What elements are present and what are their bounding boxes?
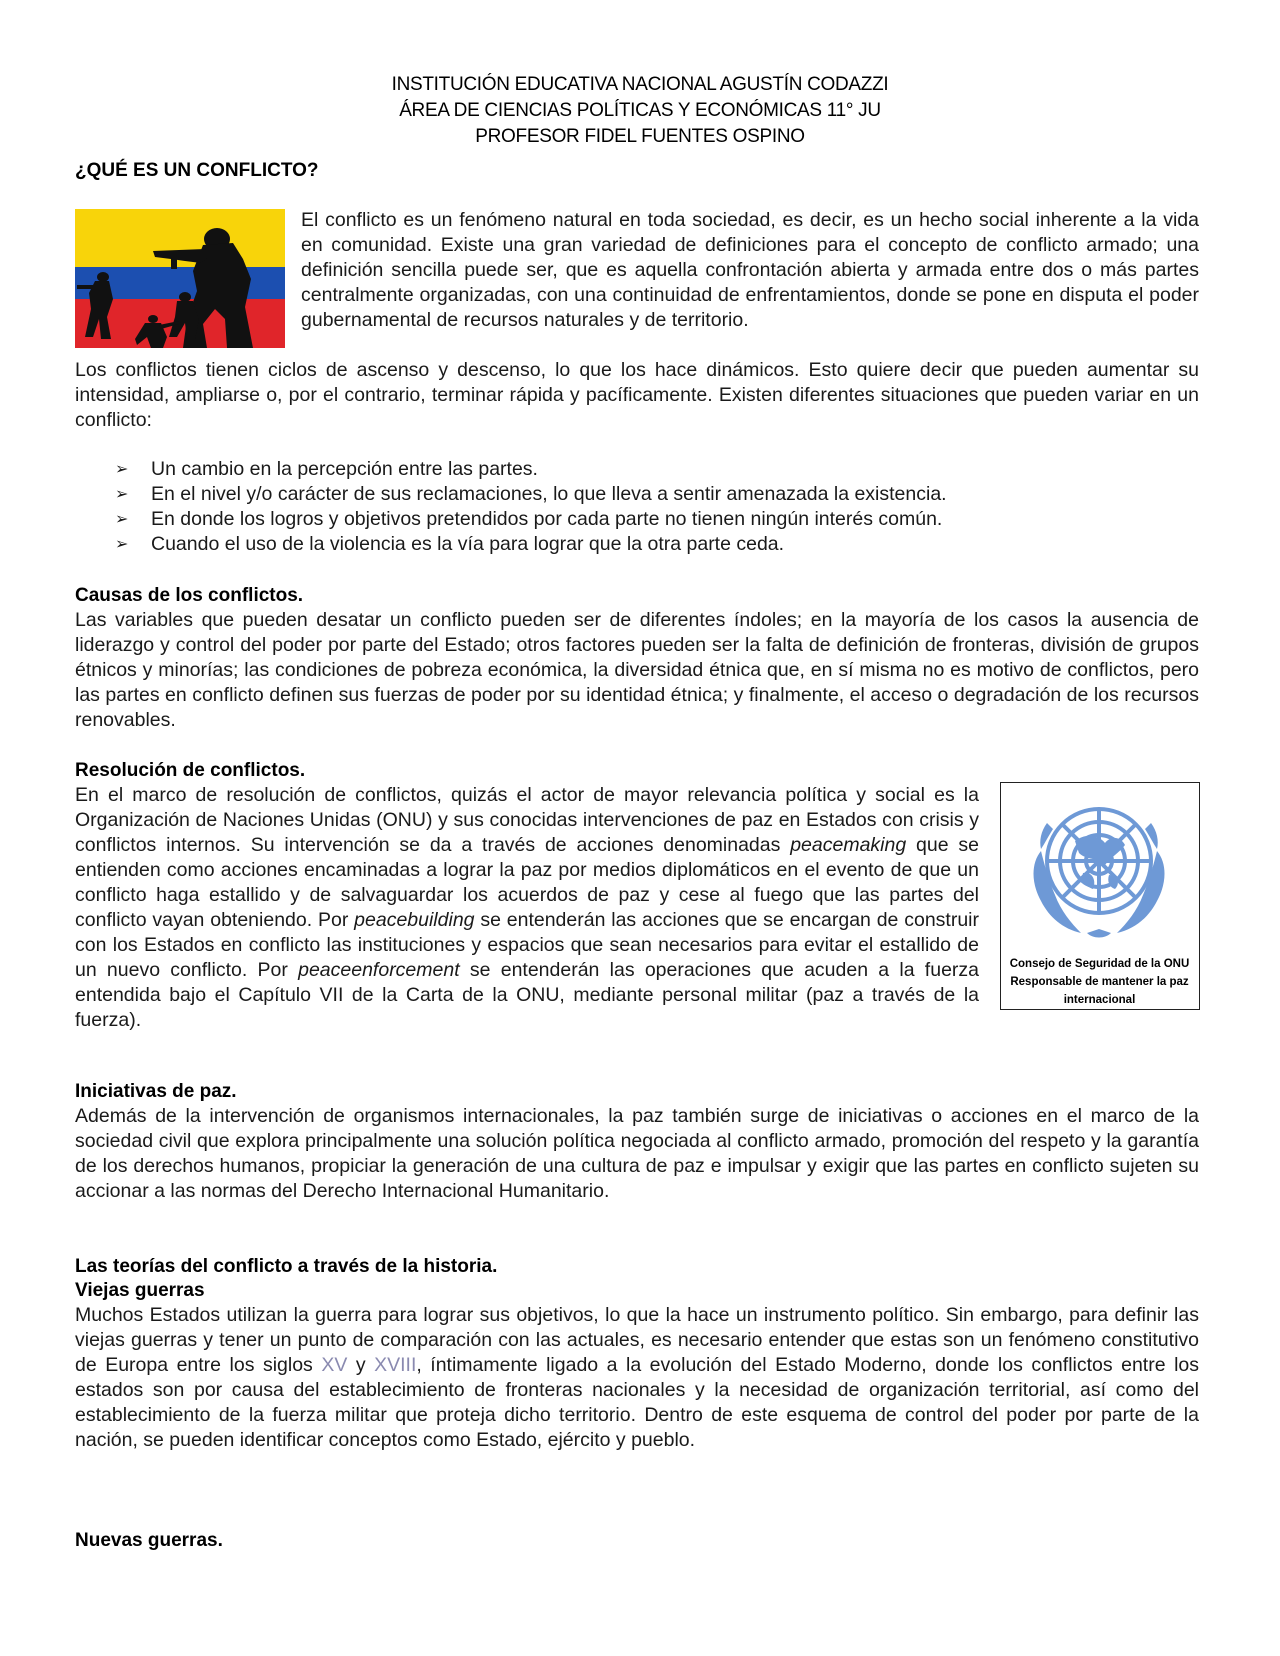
arrow-bullet-icon: ➢ (115, 461, 129, 478)
un-emblem-icon (1001, 783, 1198, 953)
term-peacemaking: peacemaking (790, 834, 907, 856)
list-item: ➢ Un cambio en la percepción entre las partes. (115, 458, 538, 480)
flag-soldiers-illustration (75, 209, 285, 348)
arrow-bullet-icon: ➢ (115, 486, 129, 503)
document-header (0, 72, 1280, 150)
section-title-nuevas-guerras: Nuevas guerras. (75, 1530, 223, 1551)
un-emblem-figure (1000, 782, 1200, 1010)
century-xv: XV (321, 1354, 348, 1376)
viejas-guerras-paragraph: Muchos Estados utilizan la guerra para lograr sus objetivos, lo que la hace un instrumento político. Sin embargo, para definir las viejas guerras y tener un punto de comparación con las actuales, es necesario entender que estas son un fenómeno constitutivo de Europa entre los siglos XV y XVIII, íntimamente ligado a la evolución del Estado Moderno, donde los conflictos entre los estados son por causa del establecimiento de fronteras nacionales y la necesidad de organización territorial, así como del establecimiento de la fuerza militar que proteja dicho territorio. Dentro de este esquema de control del poder por parte de la nación, se pueden identificar conceptos como Estado, ejército y pueblo. (75, 1304, 1199, 1451)
term-peaceenforcement: peaceenforcement (298, 959, 460, 981)
header-school-name: INSTITUCIÓN EDUCATIVA NACIONAL AGUSTÍN CODAZZI (391, 74, 889, 95)
colombia-flag-soldiers-image (75, 209, 285, 348)
section-title-iniciativas: Iniciativas de paz. (75, 1081, 237, 1102)
header-teacher: PROFESOR FIDEL FUENTES OSPINO (475, 126, 805, 147)
iniciativas-paragraph: Además de la intervención de organismos internacionales, la paz también surge de iniciativas o acciones en el marco de la sociedad civil que explora principalmente una solución política negociada al conflicto armado, promoción del respeto y la garantía de los derechos humanos, propiciar la generación de una cultura de paz e impulsar y exigir que las partes en conflicto sujeten su accionar a las normas del Derecho Internacional Humanitario. (75, 1105, 1199, 1202)
list-item: ➢ En el nivel y/o carácter de sus reclamaciones, lo que lleva a sentir amenazada la existencia. (115, 483, 947, 505)
term-peacebuilding: peacebuilding (354, 909, 475, 931)
section-title-teorias: Las teorías del conflicto a través de la historia. (75, 1256, 498, 1277)
situations-list (75, 457, 1199, 557)
arrow-bullet-icon: ➢ (115, 511, 129, 528)
list-item: ➢ Cuando el uso de la violencia es la vía para lograr que la otra parte ceda. (115, 533, 785, 555)
un-emblem-caption: Consejo de Seguridad de la ONU Responsable de mantener la paz internacional (1009, 958, 1190, 1006)
section-title-resolucion: Resolución de conflictos. (75, 760, 306, 781)
header-area: ÁREA DE CIENCIAS POLÍTICAS Y ECONÓMICAS 11° JU (399, 100, 881, 121)
resolucion-paragraph: En el marco de resolución de conflictos, quizás el actor de mayor relevancia política y social es la Organización de Naciones Unidas (ONU) y sus conocidas intervenciones de paz en Estados con crisis y conflictos internos. Su intervención se da a través de acciones denominadas peacemaking que se entienden como acciones encaminadas a lograr la paz por medios diplomáticos en el evento de que un conflicto haga estallido y de salvaguardar los acuerdos de paz y cese al fuego que las partes del conflicto vayan obteniendo. Por peacebuilding se entenderán las acciones que se encargan de construir con los Estados en conflicto las instituciones y espacios que sean necesarios para evitar el estallido de un nuevo conflicto. Por peaceenforcement se entenderán las operaciones que acuden a la fuerza entendida bajo el Capítulo VII de la Carta de la ONU, mediante personal militar (paz a través de la fuerza). (75, 784, 980, 1031)
intro-paragraph: El conflicto es un fenómeno natural en toda sociedad, es decir, es un hecho social inherente a la vida en comunidad. Existe una gran variedad de definiciones para el concepto de conflicto armado; una definición sencilla puede ser, que es aquella confrontación abierta y armada entre dos o más partes centralmente organizadas, con una continuidad de enfrentamientos, donde se pone en disputa el poder gubernamental de recursos naturales y de territorio. (301, 209, 1199, 331)
arrow-bullet-icon: ➢ (115, 536, 129, 553)
section-title-causas: Causas de los conflictos. (75, 585, 304, 606)
cycles-paragraph: Los conflictos tienen ciclos de ascenso y descenso, lo que los hace dinámicos. Esto quiere decir que pueden aumentar su intensidad, ampliarse o, por el contrario, terminar rápida y pacíficamente. Existen diferentes situaciones que pueden variar en un conflicto: (75, 359, 1199, 431)
century-xviii: XVIII (374, 1354, 417, 1376)
section-title-que-es: ¿QUÉ ES UN CONFLICTO? (75, 160, 319, 181)
subsection-title-viejas-guerras: Viejas guerras (75, 1280, 205, 1301)
causas-paragraph: Las variables que pueden desatar un conflicto pueden ser de diferentes índoles; en la mayoría de los casos la ausencia de liderazgo y control del poder por parte del Estado; otros factores pueden ser la falta de definición de fronteras, división de grupos étnicos y minorías; las condiciones de pobreza económica, la diversidad étnica que, en sí misma no es motivo de conflictos, pero las partes en conflicto definen sus fuerzas de poder por su identidad étnica; y finalmente, el acceso o degradación de los recursos renovables. (75, 609, 1199, 731)
list-item: ➢ En donde los logros y objetivos pretendidos por cada parte no tienen ningún interés común. (115, 508, 943, 530)
